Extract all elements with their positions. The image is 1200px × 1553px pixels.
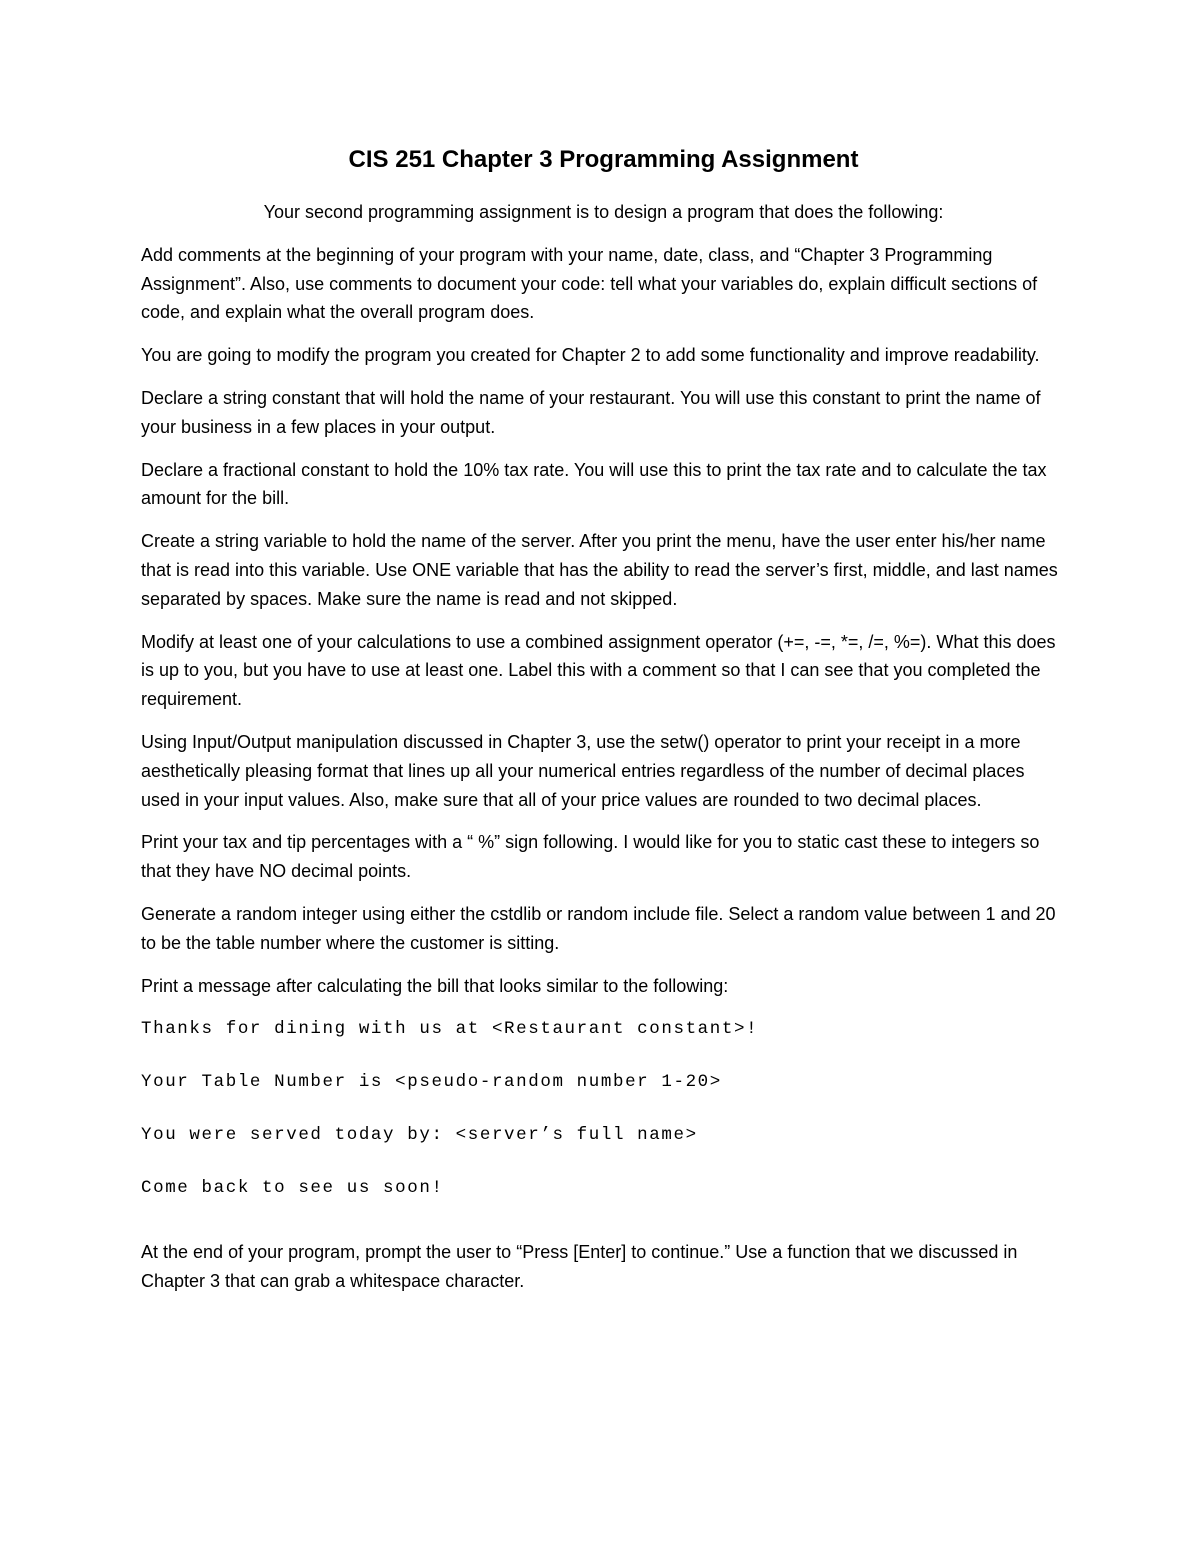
paragraph-print-message: Print a message after calculating the bill that looks similar to the following:	[141, 975, 729, 996]
paragraph-comments: Add comments at the beginning of your program with your name, date, class, and “Chapter 3 Programming Assignment”. Also, use comments to document your code: tell what your variables do, explain difficult sections of code, and explain what the overall program does.	[141, 244, 1038, 323]
code-line-come-back: Come back to see us soon!	[141, 1178, 444, 1199]
paragraph-closing: At the end of your program, prompt the user to “Press [Enter] to continue.” Use a function that we discussed in Chapter 3 that can grab a whitespace character.	[141, 1242, 1018, 1292]
paragraph-string-constant: Declare a string constant that will hold the name of your restaurant. You will use this constant to print the name of your business in a few places in your output.	[141, 387, 1041, 437]
paragraph-random-integer: Generate a random integer using either the cstdlib or random include file. Select a random value between 1 and 20 to be the table number where the customer is sitting.	[141, 903, 1056, 953]
code-line-table-number: Your Table Number is <pseudo-random number 1-20>	[141, 1072, 722, 1093]
code-line-served-by: You were served today by: <server’s full name>	[141, 1125, 698, 1146]
paragraph-combined-assignment: Modify at least one of your calculations to use a combined assignment operator (+=, -=, *=, /=, %=). What this does is up to you, but you have to use at least one. Label this with a comment so that I can see that you completed the requirement.	[141, 631, 1056, 710]
page-title: CIS 251 Chapter 3 Programming Assignment	[348, 146, 859, 173]
paragraph-io-manipulation: Using Input/Output manipulation discussed in Chapter 3, use the setw() operator to print your receipt in a more aesthetically pleasing format that lines up all your numerical entries regardless of the number of decimal places used in your input values. Also, make sure that all of your price values are rounded to two decimal places.	[141, 731, 1025, 810]
document-page	[141, 140, 1066, 1310]
intro-paragraph: Your second programming assignment is to design a program that does the following:	[263, 202, 944, 222]
code-line-thanks: Thanks for dining with us at <Restaurant constant>!	[141, 1019, 759, 1040]
paragraph-tax-constant: Declare a fractional constant to hold the 10% tax rate. You will use this to print the tax rate and to calculate the tax amount for the bill.	[141, 459, 1047, 509]
paragraph-server-variable: Create a string variable to hold the name of the server. After you print the menu, have the user enter his/her name that is read into this variable. Use ONE variable that has the ability to read the server’s first, middle, and last names separated by spaces. Make sure the name is read and not skipped.	[141, 531, 1058, 609]
paragraph-percentages: Print your tax and tip percentages with a “ %” sign following. I would like for you to static cast these to integers so that they have NO decimal points.	[141, 832, 1040, 882]
paragraph-modify-program: You are going to modify the program you created for Chapter 2 to add some functionality and improve readability.	[141, 345, 1040, 366]
